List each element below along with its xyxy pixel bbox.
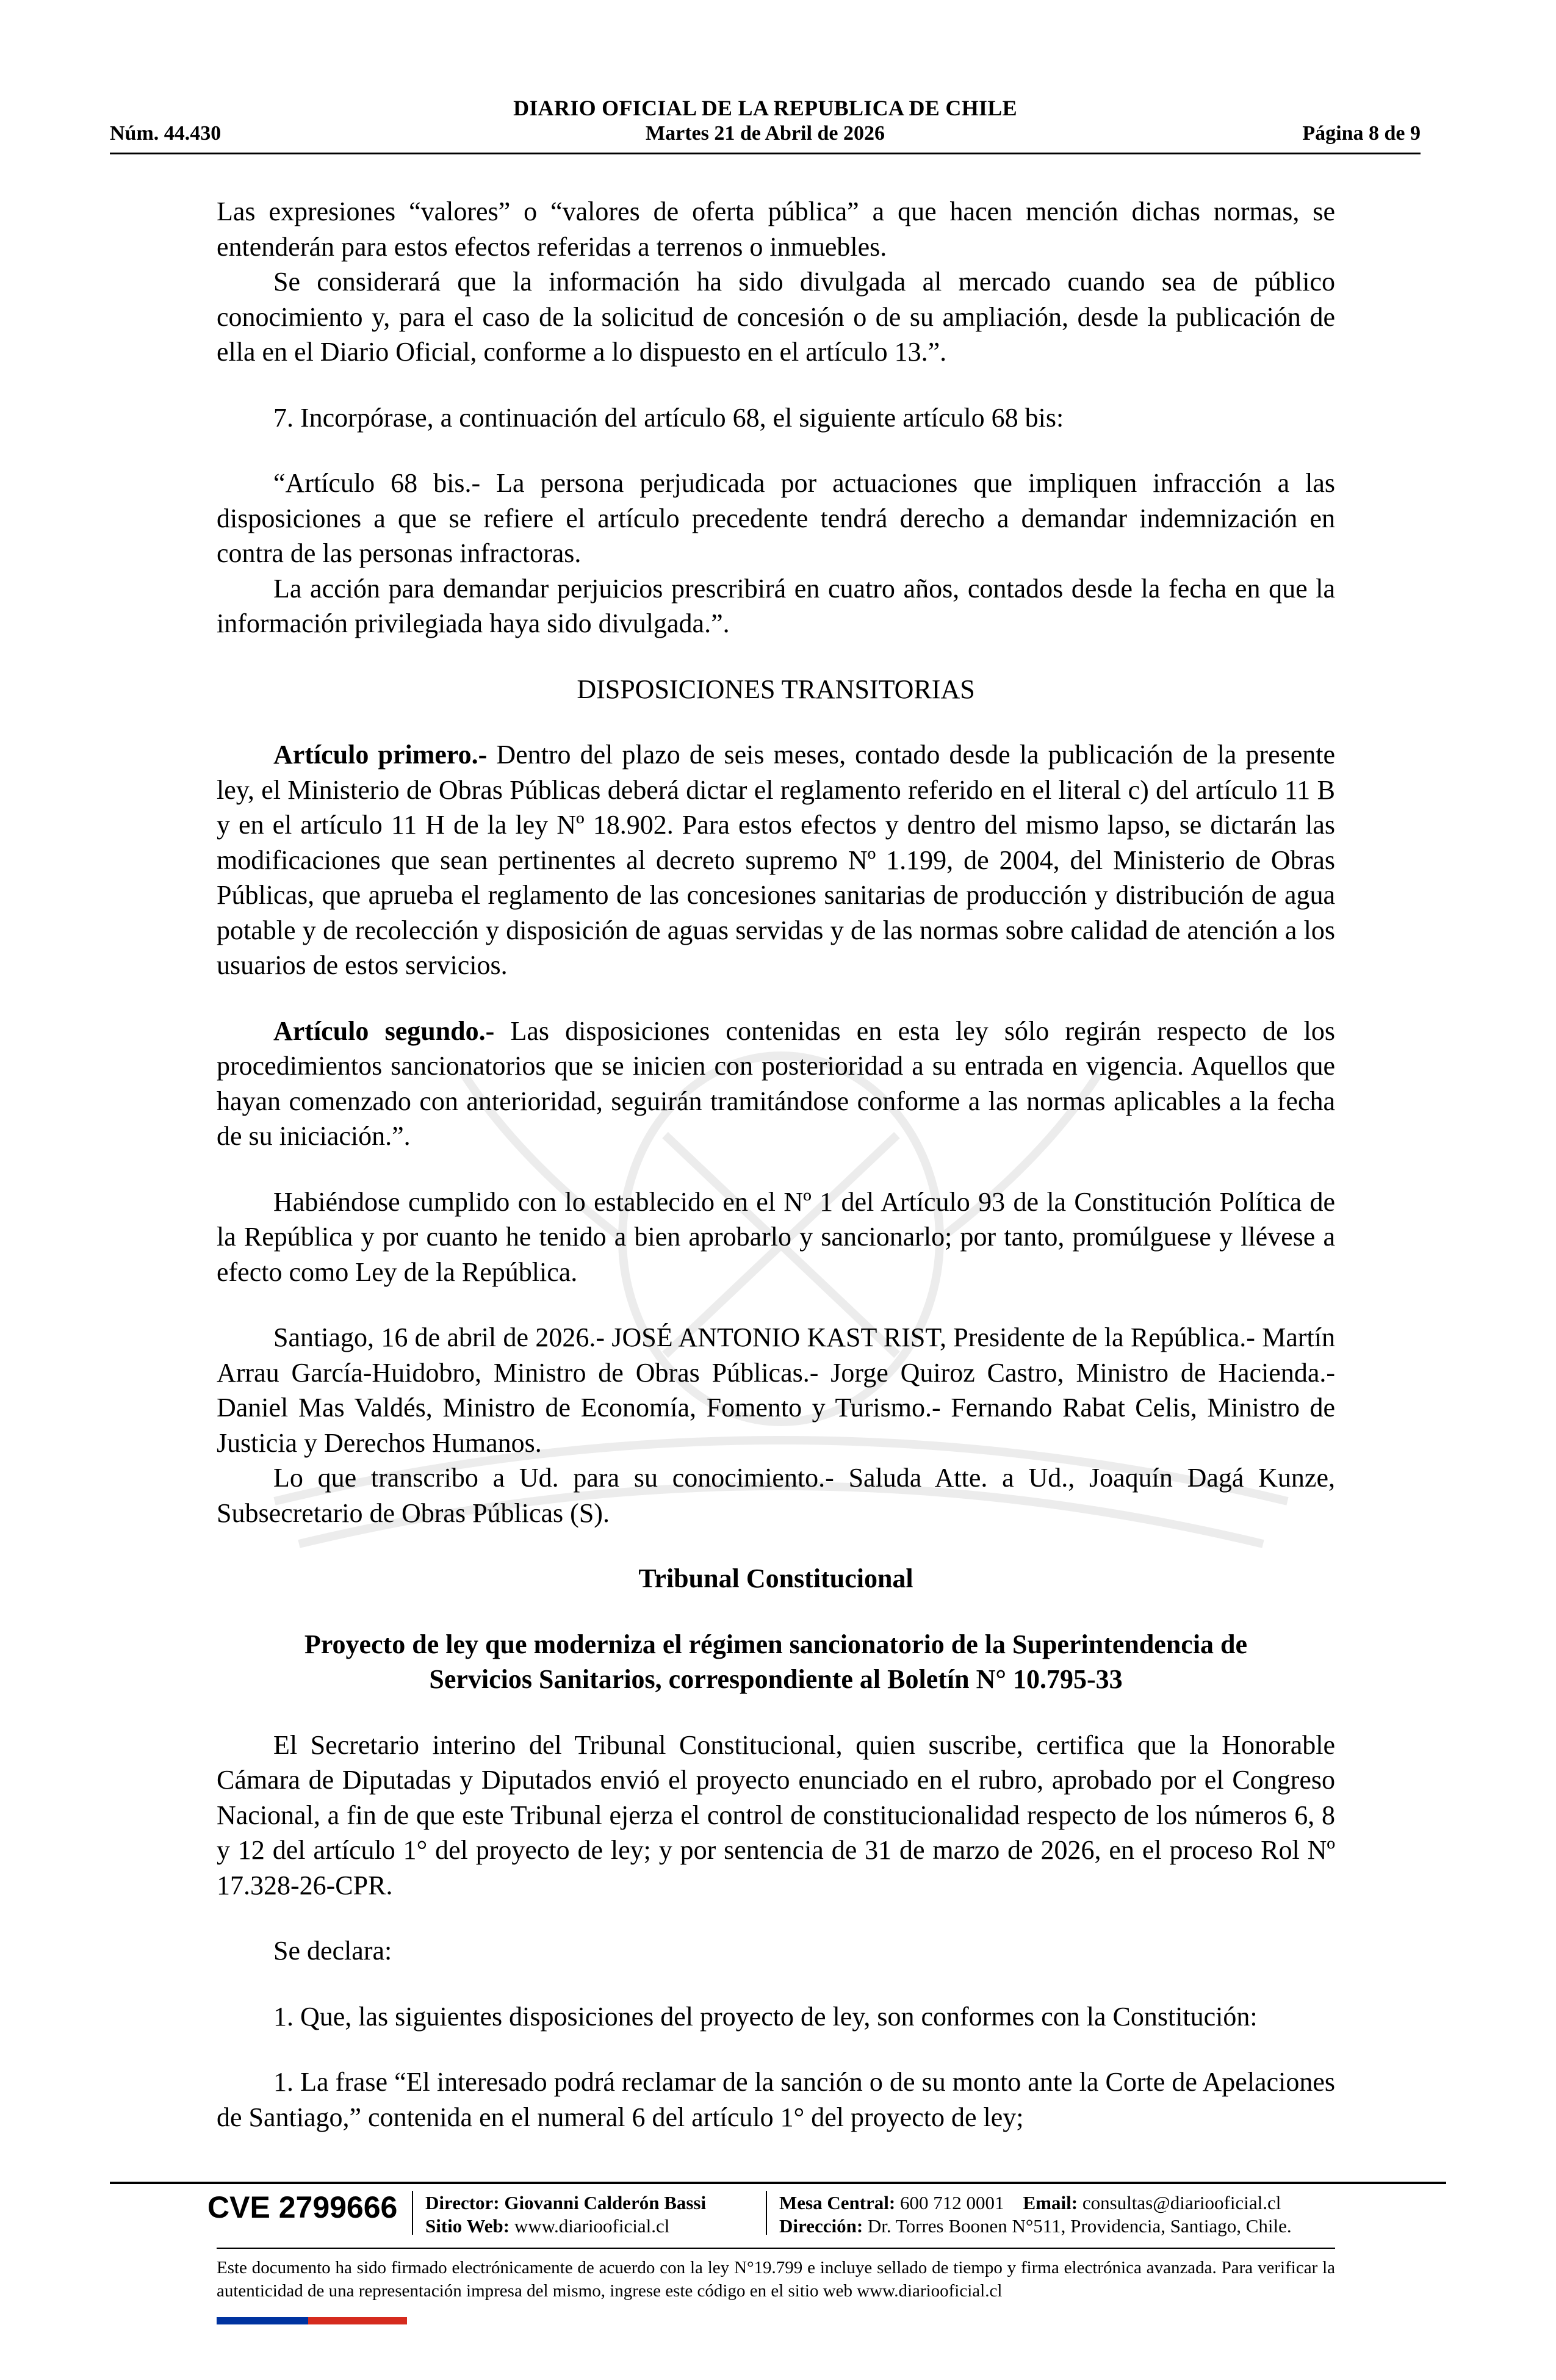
article-text: Dentro del plazo de seis meses, contado desde la publicación de la presente ley, el Ministerio de Obras Públicas deberá dictar el reglamento referido en el literal c) del artículo 11 B y en el artículo 11 H de la ley Nº 18.902. Para estos efectos y dentro del mismo lapso, se dictarán las modificaciones que sean pertinentes al decreto supremo Nº 1.199, de 2004, del Ministerio de Obras Públicas, que aprueba el reglamento de las concesiones sanitarias de producción y distribución de agua potable y de recolección y disposición de aguas servidas y de las normas sobre calidad de atención a los usuarios de estos servicios.	[217, 740, 1335, 980]
document-body	[217, 194, 1335, 2135]
paragraph: Se considerará que la información ha sido divulgada al mercado cuando sea de público conocimiento y, para el caso de la solicitud de concesión o de su ampliación, desde la publicación de ella en el Diario Oficial, conforme a lo dispuesto en el artículo 13.”.	[217, 267, 1335, 367]
tribunal-heading: Tribunal Constitucional	[638, 1563, 913, 1593]
email-link[interactable]: consultas@diariooficial.cl	[1082, 2192, 1281, 2213]
address-value: Dr. Torres Boonen N°511, Providencia, Santiago, Chile.	[867, 2215, 1292, 2237]
footer-separator	[412, 2191, 413, 2235]
section-heading-transitorias: DISPOSICIONES TRANSITORIAS	[577, 674, 975, 704]
proyecto-heading: Proyecto de ley que moderniza el régimen sancionatorio de la Superintendencia de Servicios Sanitarios, correspondiente al Boletín N° 10.795-33	[304, 1629, 1248, 1694]
article-second	[217, 1014, 1335, 1154]
paragraph: La acción para demandar perjuicios prescribirá en cuatro años, contados desde la fecha en que la información privilegiada haya sido divulgada.”.	[217, 573, 1335, 638]
paragraph: “Artículo 68 bis.- La persona perjudicada por actuaciones que impliquen infracción a las disposiciones a que se refiere el artículo precedente tendrá derecho a demandar indemnización en contra de las personas infractoras.	[217, 468, 1335, 568]
director-label: Director:	[425, 2192, 500, 2213]
signature-notice: Este documento ha sido firmado electrónicamente de acuerdo con la ley N°19.799 e incluye sellado de tiempo y firma electrónica avanzada. Para verificar la autenticidad de una representación impresa del mismo, ingrese este código en el sitio web www.diariooficial.cl	[217, 2258, 1335, 2301]
page-number: Página 8 de 9	[1302, 122, 1421, 145]
cve-code: CVE 2799666	[207, 2190, 398, 2224]
page-header	[110, 95, 1421, 150]
flag-color-bar	[217, 2317, 407, 2324]
email-label: Email:	[1023, 2192, 1078, 2213]
flag-red-stripe	[308, 2317, 407, 2324]
article-text: Las disposiciones contenidas en esta ley sólo regirán respecto de los procedimientos sancionatorios que se inicien con posterioridad a su entrada en vigencia. Aquellos que hayan comenzado con anterioridad, seguirán tramitándose conforme a las normas aplicables a la fecha de su iniciación.”.	[217, 1015, 1335, 1151]
footer-separator	[766, 2191, 767, 2235]
footer-divider	[217, 2248, 1335, 2249]
paragraph: Se declara:	[273, 1936, 392, 1966]
article-first	[217, 737, 1335, 983]
issue-number: Núm. 44.430	[110, 122, 222, 145]
paragraph: 1. La frase “El interesado podrá reclamar de la sanción o de su monto ante la Corte de Apelaciones de Santiago,” contenida en el numeral 6 del artículo 1° del proyecto de ley;	[217, 2067, 1335, 2132]
footer-contact-block	[779, 2191, 1292, 2238]
website-label: Sitio Web:	[425, 2215, 510, 2237]
mesa-label: Mesa Central:	[779, 2192, 896, 2213]
footer-director-block	[425, 2191, 706, 2238]
flag-blue-stripe	[217, 2317, 308, 2324]
issue-date: Martes 21 de Abril de 2026	[646, 122, 885, 145]
address-label: Dirección:	[779, 2215, 863, 2237]
header-divider	[110, 153, 1421, 154]
publication-title: DIARIO OFICIAL DE LA REPUBLICA DE CHILE	[513, 96, 1017, 120]
paragraph: Habiéndose cumplido con lo establecido en el Nº 1 del Artículo 93 de la Constitución Política de la República y por cuanto he tenido a bien aprobarlo y sancionarlo; por tanto, promúlguese y llévese a efecto como Ley de la República.	[217, 1186, 1335, 1287]
article-label: Artículo segundo.-	[273, 1015, 495, 1046]
director-name: Giovanni Calderón Bassi	[504, 2192, 707, 2213]
paragraph: 1. Que, las siguientes disposiciones del proyecto de ley, son conformes con la Constitución:	[273, 2001, 1258, 2032]
paragraph: 7. Incorpórase, a continuación del artículo 68, el siguiente artículo 68 bis:	[273, 402, 1064, 433]
paragraph: El Secretario interino del Tribunal Constitucional, quien suscribe, certifica que la Honorable Cámara de Diputadas y Diputados envió el proyecto enunciado en el rubro, aprobado por el Congreso Nacional, a fin de que este Tribunal ejerza el control de constitucionalidad respecto de los números 6, 8 y 12 del artículo 1° del proyecto de ley; y por sentencia de 31 de marzo de 2026, en el proceso Rol Nº 17.328-26-CPR.	[217, 1729, 1335, 1900]
footer-divider	[110, 2182, 1446, 2184]
article-label: Artículo primero.-	[273, 740, 488, 770]
paragraph: Las expresiones “valores” o “valores de oferta pública” a que hacen mención dichas normas, se entenderán para estos efectos referidas a terrenos o inmuebles.	[217, 197, 1335, 262]
paragraph: Lo que transcribo a Ud. para su conocimiento.- Saluda Atte. a Ud., Joaquín Dagá Kunze, Subsecretario de Obras Públicas (S).	[217, 1463, 1335, 1528]
website-link[interactable]: www.diariooficial.cl	[514, 2215, 670, 2237]
paragraph: Santiago, 16 de abril de 2026.- JOSÉ ANTONIO KAST RIST, Presidente de la República.- Martín Arrau García-Huidobro, Ministro de Obras Públicas.- Jorge Quiroz Castro, Ministro de Hacienda.- Daniel Mas Valdés, Ministro de Economía, Fomento y Turismo.- Fernando Rabat Celis, Ministro de Justicia y Derechos Humanos.	[217, 1322, 1335, 1458]
mesa-phone: 600 712 0001	[900, 2192, 1004, 2213]
